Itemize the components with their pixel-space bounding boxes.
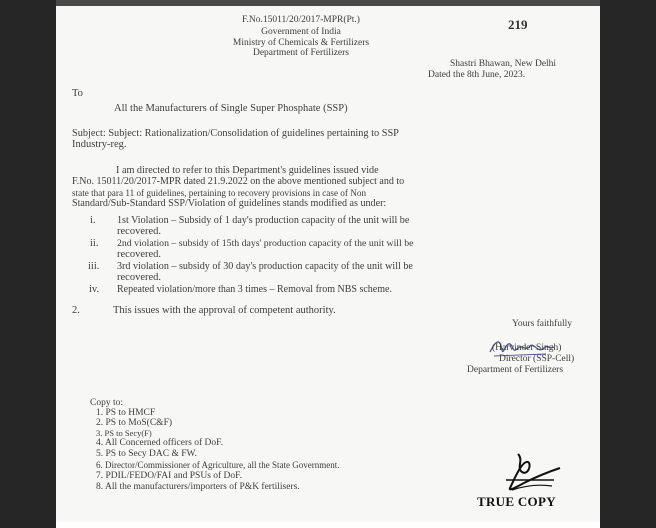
true-copy-stamp: TRUE COPY [477, 494, 556, 509]
signatory-department: Department of Fertilizers [467, 365, 564, 375]
copy-to-label: Copy to: [90, 398, 123, 408]
copy-to-item: 4. All Concerned officers of DoF. [96, 438, 224, 448]
body-line-4: Standard/Sub-Standard SSP/Violation of guidelines stands modified as under: [72, 198, 387, 209]
body-line-2: F.No. 15011/20/2017-MPR dated 21.9.2022 on the above mentioned subject and to [72, 176, 405, 187]
violation-text: 3rd violation – subsidy of 30 day's production capacity of the unit will be [117, 261, 413, 272]
body-line-3: state that para 11 of guidelines, pertaining to recovery provisions in case of Non [72, 188, 367, 198]
copy-to-item: 1. PS to HMCF [96, 408, 156, 418]
signatory-title: Director (SSP-Cell) [499, 354, 575, 364]
government-line: Government of India [261, 27, 341, 37]
ministry-line: Ministry of Chemicals & Fertilizers [232, 38, 370, 48]
violation-num: i. [90, 215, 96, 226]
closing: Yours faithfully [512, 319, 572, 329]
page-number: 219 [508, 17, 528, 32]
copy-to-item: 2. PS to MoS(C&F) [96, 418, 173, 428]
department-line: Department of Fertilizers [252, 48, 350, 58]
violation-num: ii. [90, 238, 99, 249]
scan-border-left [0, 0, 56, 528]
violation-text-cont: recovered. [117, 226, 162, 237]
to-label: To [72, 88, 83, 99]
date-line: Dated the 8th June, 2023. [428, 70, 526, 80]
addressee: All the Manufacturers of Single Super Phosphate (SSP) [114, 103, 348, 114]
copy-to-item: 7. PDIL/FEDO/FAI and PSUs of DoF. [96, 471, 243, 481]
attestation-signature [488, 450, 568, 495]
violation-text: 2nd violation – subsidy of 15th days' production capacity of the unit will be [117, 238, 414, 249]
violation-text-cont: recovered. [117, 249, 162, 260]
scan-border-right [600, 0, 656, 528]
copy-to-item: 5. PS to Secy DAC & FW. [96, 449, 197, 459]
para-2-number: 2. [72, 305, 80, 316]
body-line-1: I am directed to refer to this Department's guidelines issued vide [116, 165, 379, 176]
copy-to-item: 8. All the manufacturers/importers of P&K fertilisers. [96, 482, 300, 492]
copy-to-item: 6. Director/Commissioner of Agriculture, all the State Government. [96, 460, 340, 470]
subject-line-2: Industry-reg. [72, 139, 127, 150]
violation-text: Repeated violation/more than 3 times – Removal from NBS scheme. [117, 284, 392, 295]
violation-text: 1st Violation – Subsidy of 1 day's production capacity of the unit will be [117, 215, 410, 226]
signatory-name: (Harvinder Singh) [492, 343, 562, 353]
copy-to-item: 3. PS to Secy(F) [96, 428, 152, 438]
violation-num: iv. [89, 284, 100, 295]
violation-text-cont: recovered. [117, 272, 162, 283]
address-line: Shastri Bhawan, New Delhi [450, 59, 557, 69]
violation-num: iii. [88, 261, 100, 272]
para-2-text: This issues with the approval of competent authority. [113, 305, 336, 316]
subject-line-1: Subject: Subject: Rationalization/Consolidation of guidelines pertaining to SSP [72, 128, 399, 139]
file-number: F.No.15011/20/2017-MPR(Pt.) [242, 15, 360, 25]
